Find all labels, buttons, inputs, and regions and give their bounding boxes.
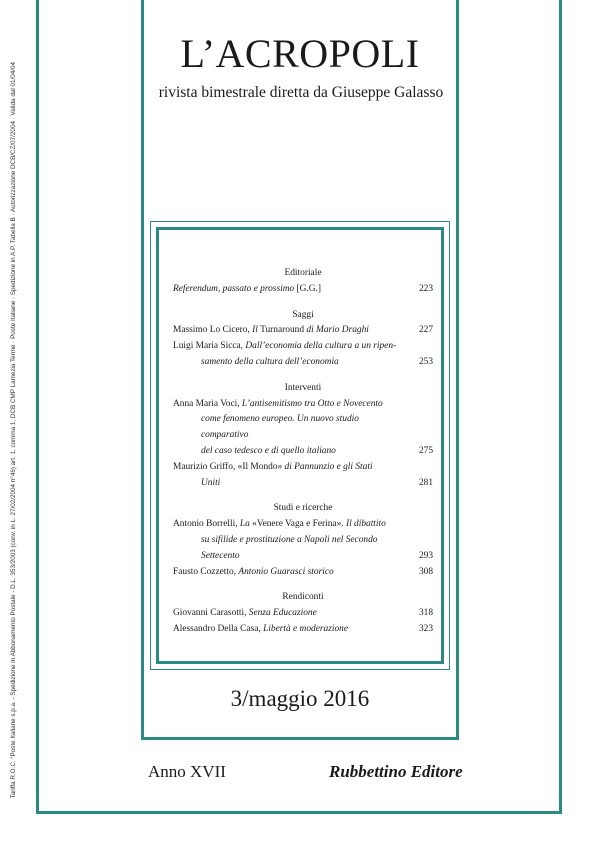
- article-title: Libertà e moderazione: [263, 623, 348, 634]
- toc-entry: [173, 460, 433, 492]
- toc-entry: [173, 606, 433, 622]
- journal-subtitle: rivista bimestrale diretta da Giuseppe Galasso: [158, 84, 444, 101]
- toc-section-interventi: [173, 381, 433, 492]
- article-title-part: Turnaround: [260, 325, 305, 336]
- article-title-line: Il dibattito: [345, 519, 386, 530]
- article-title: Senza Educazione: [248, 608, 317, 619]
- page-number: 318: [418, 608, 433, 619]
- article-title-line: come fenomeno europeo. Un nuovo studio comparativo: [201, 414, 359, 441]
- article-title-part: «Il Mondo»: [237, 461, 283, 472]
- toc-entry: [173, 622, 433, 638]
- toc-entry: [173, 282, 433, 298]
- section-heading: Rendiconti: [282, 592, 324, 603]
- article-author: Maurizio Griffo,: [173, 461, 236, 472]
- toc-entry: [173, 397, 433, 460]
- section-heading: Saggi: [292, 309, 314, 320]
- publisher-name: Rubbettino Editore: [329, 762, 463, 781]
- article-author: Fausto Cozzetto,: [173, 566, 237, 577]
- article-title-line: su sifilide e prostituzione a Napoli nel Secondo: [201, 534, 378, 545]
- page-number: 293: [418, 550, 433, 561]
- page-number: 223: [418, 283, 433, 294]
- page-number: 323: [418, 623, 433, 634]
- toc-section-editoriale: [173, 266, 433, 298]
- article-title-part: Il: [252, 325, 258, 336]
- toc-entry: [173, 339, 433, 371]
- toc-entry: [173, 517, 433, 564]
- article-title-line: Uniti: [201, 477, 221, 488]
- article-title-part: La: [239, 519, 250, 530]
- page-number: 308: [418, 566, 433, 577]
- toc-section-saggi: [173, 308, 433, 371]
- table-of-contents-box: [150, 221, 450, 670]
- article-title-line: Settecento: [201, 550, 240, 561]
- section-heading: Editoriale: [284, 268, 322, 278]
- article-author: Anna Maria Voci,: [173, 398, 240, 409]
- article-author: Massimo Lo Cicero,: [173, 325, 250, 336]
- journal-title: L’ACROPOLI: [180, 31, 420, 76]
- article-author: Luigi Maria Sicca,: [173, 341, 244, 352]
- section-heading: Studi e ricerche: [273, 503, 333, 514]
- table-of-contents: [156, 227, 444, 664]
- page-number: 253: [418, 356, 433, 367]
- toc-entry: [173, 323, 433, 339]
- article-title-line: del caso tedesco e di quello italiano: [201, 445, 336, 456]
- article-title: Antonio Guarasci storico: [238, 566, 334, 577]
- page-number: 227: [418, 325, 433, 336]
- article-title-line: di Pannunzio e gli Stati: [284, 461, 373, 472]
- article-title-line: L’antisemitismo tra Otto e Novecento: [241, 398, 383, 409]
- article-title: Referendum, passato e prossimo: [173, 283, 295, 294]
- issue-number: 3/maggio 2016: [230, 686, 370, 711]
- section-heading: Interventi: [284, 382, 322, 393]
- article-title-part: di Mario Draghi: [306, 325, 369, 336]
- article-author: [G.G.]: [296, 283, 321, 294]
- toc-section-rendiconti: [173, 590, 433, 637]
- article-author: Alessandro Della Casa,: [173, 623, 261, 634]
- article-title-line: Dall’economia della cultura a un ripen-: [245, 341, 397, 352]
- toc-entry: [173, 565, 433, 581]
- toc-section-studi: [173, 501, 433, 580]
- article-author: Antonio Borrelli,: [173, 519, 238, 530]
- spine-postal-text: Tariffa R.O.C. “Poste Italiane s.p.a. - Spedizione in Abbonamento Postale - D.L. 353/2003 (conv. in L. 27/02/2004 n°46) art. 1, comma 1, DCB CMP Lamezia Terme · Poste Italiane · Spedizione in A.P. Tabella B · Autorizzazione DCB/CZ/07/2004 · Valida dal 01/04/04: [9, 61, 17, 799]
- page-number: 281: [418, 477, 433, 488]
- volume-year: Anno XVII: [148, 762, 226, 781]
- article-author: Giovanni Carasotti,: [173, 608, 247, 619]
- article-title-line: samento della cultura dell’economia: [201, 356, 339, 367]
- page-number: 275: [418, 445, 433, 456]
- article-title-part: «Venere Vaga e Ferina».: [252, 519, 344, 530]
